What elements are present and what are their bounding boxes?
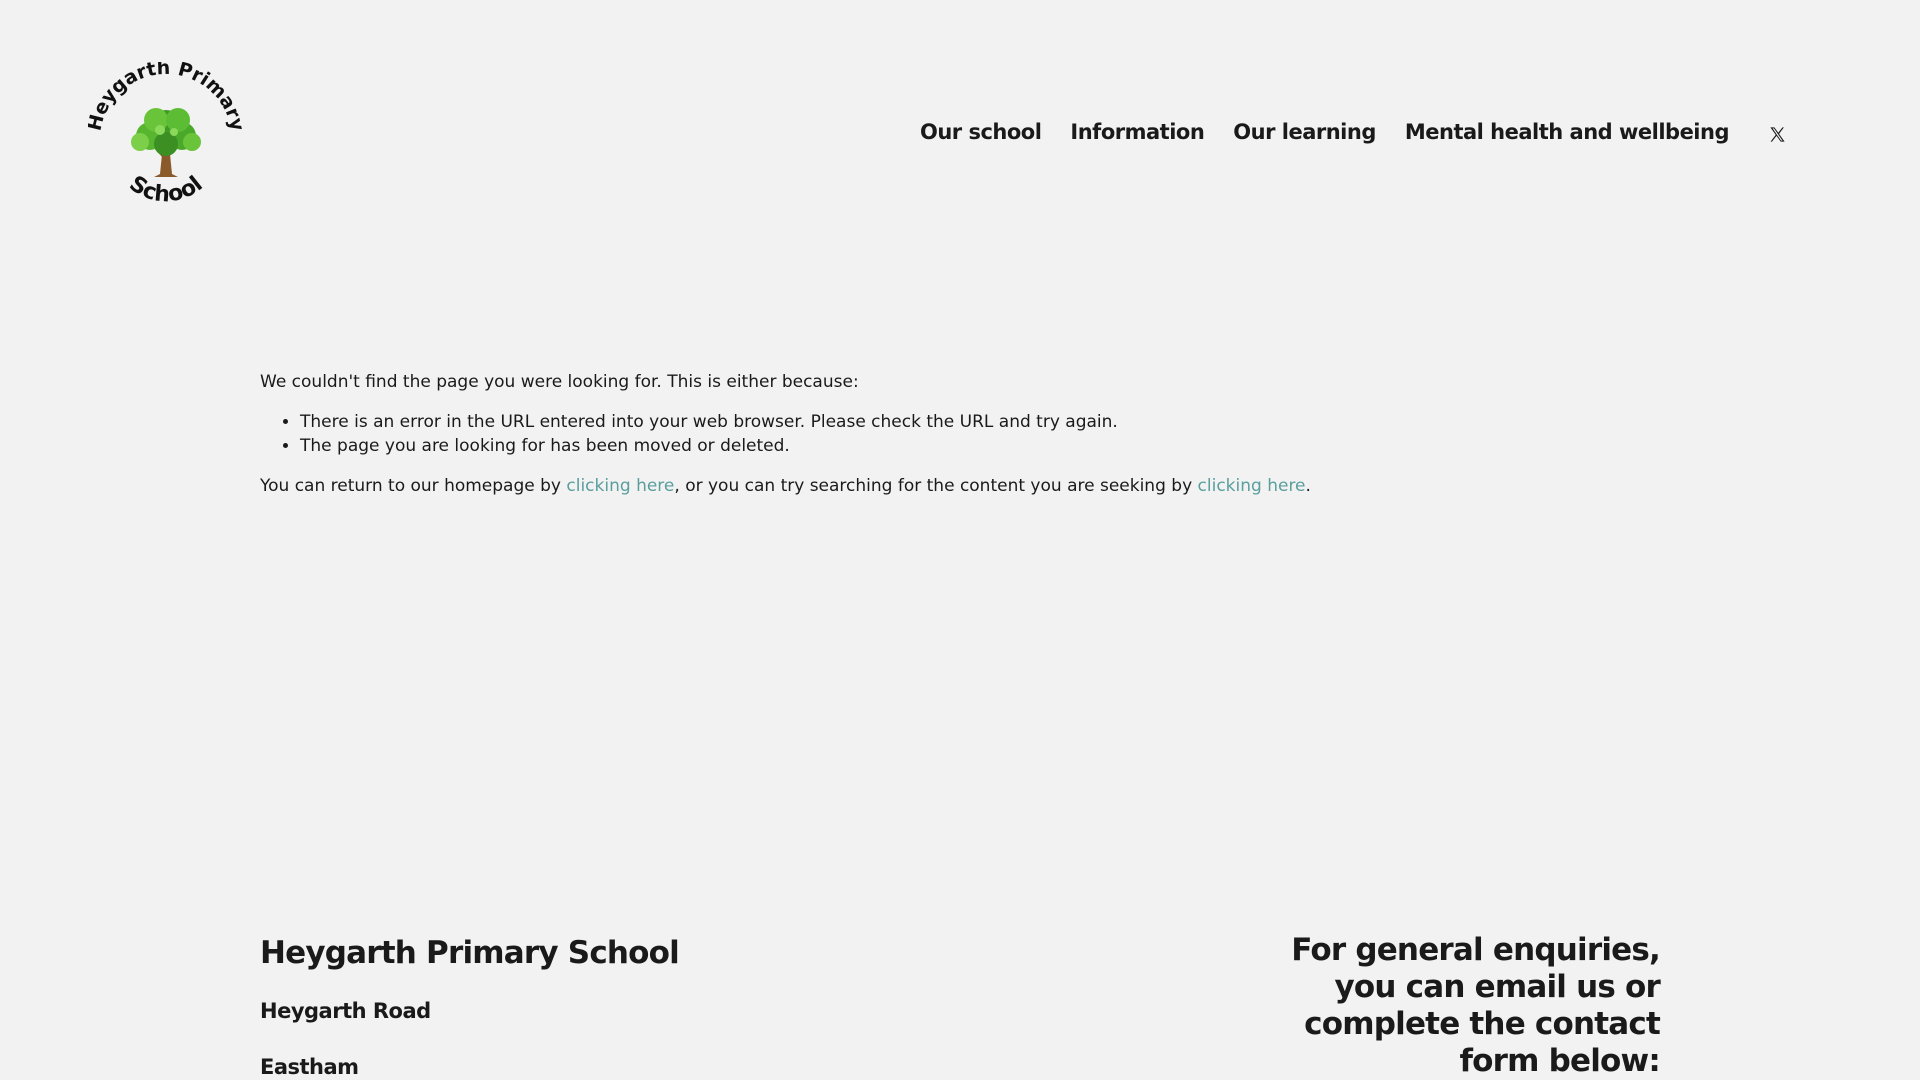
nav-information[interactable]: Information xyxy=(1070,120,1205,144)
footer-address-line2: Eastham xyxy=(260,1055,359,1079)
return-prefix: You can return to our homepage by xyxy=(260,476,567,496)
footer-address-line1: Heygarth Road xyxy=(260,999,431,1023)
nav-mental-health[interactable]: Mental health and wellbeing xyxy=(1404,120,1729,144)
list-item: • The page you are looking for has been moved or deleted. xyxy=(300,434,1560,458)
error-intro: We couldn't find the page you were looking for. This is either because: xyxy=(260,372,859,392)
footer-school-name: Heygarth Primary School xyxy=(260,935,679,971)
homepage-link[interactable]: clicking here xyxy=(566,476,675,496)
school-logo[interactable] xyxy=(88,62,244,222)
main-nav xyxy=(891,120,1786,144)
footer-address xyxy=(260,930,860,1080)
tree-icon xyxy=(88,62,244,222)
return-suffix: . xyxy=(1305,476,1311,496)
footer-enquiries: For general enquiries, you can email us or complete the contact form below: xyxy=(1291,932,1660,1079)
error-message xyxy=(260,370,1560,498)
logo-text-bottom: School xyxy=(124,171,208,208)
logo-text-top: eygarth Primar xyxy=(88,62,244,122)
x-twitter-icon[interactable] xyxy=(1769,126,1786,143)
error-reasons-list xyxy=(300,410,1560,458)
return-instructions xyxy=(260,474,1560,498)
list-item: • There is an error in the URL entered into your web browser. Please check the URL and try again. xyxy=(300,410,1560,434)
nav-our-school[interactable]: Our school xyxy=(920,120,1042,144)
nav-our-learning[interactable]: Our learning xyxy=(1233,120,1376,144)
search-link[interactable]: clicking here xyxy=(1197,476,1306,496)
return-middle: , or you can try searching for the content you are seeking by xyxy=(674,476,1198,496)
